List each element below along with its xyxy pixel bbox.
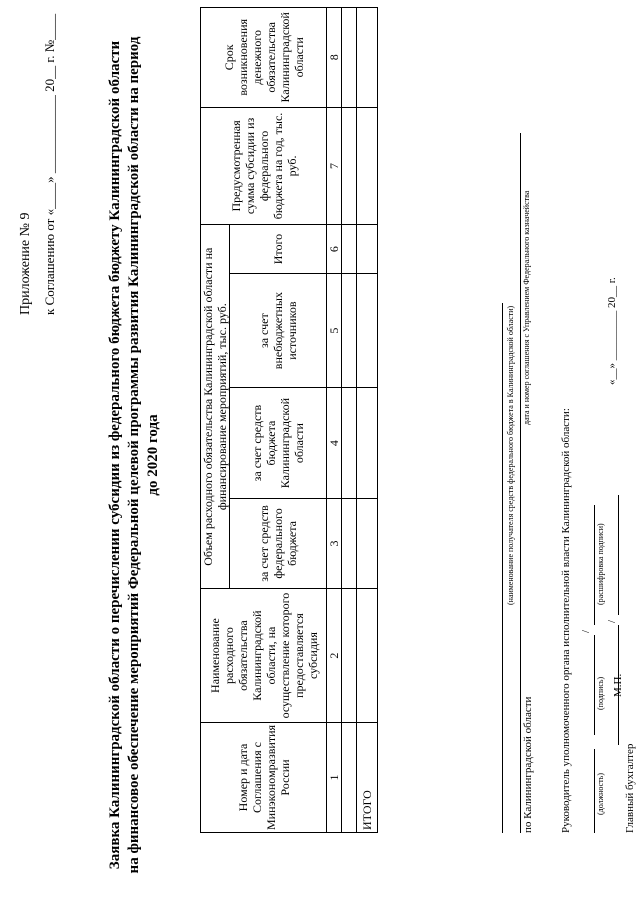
header-total: Итого bbox=[230, 225, 327, 274]
appendix-number: Приложение № 9 bbox=[18, 212, 33, 315]
document-title: Заявка Калининградской области о перечислении субсидии из федерального бюджета бюджету Калининградской области на финансовое обеспечение мероприятий Федеральной целевой программы развития Калининградской области на период до 2020 года bbox=[107, 36, 161, 874]
table-row bbox=[342, 8, 357, 833]
header-obligation-volume: Объем расходного обязательства Калининградской области на финансирование мероприятий, тыс. руб. bbox=[201, 225, 230, 589]
header-extrabudgetary: за счет внебюджетных источников bbox=[230, 273, 327, 388]
header-regional-budget: за счет средств бюджета Калининградской области bbox=[230, 388, 327, 498]
signature-caption: (подпись) bbox=[596, 676, 605, 710]
column-number: 2 bbox=[327, 589, 342, 723]
column-number: 4 bbox=[327, 388, 342, 498]
accountant-date: «__» _________ 20__ г. bbox=[606, 277, 618, 385]
treasury-caption: дата и номер соглашения с Управлением Федерального казначейства bbox=[522, 190, 531, 425]
header-obligation-term: Срок возникновения денежного обязательства Калининградской области bbox=[201, 8, 327, 108]
slash-separator: / bbox=[580, 629, 592, 633]
position-line bbox=[594, 749, 595, 833]
accountant-slash: / bbox=[606, 619, 618, 623]
header-obligation-name: Наименование расходного обязательства Калининградской области, на осуществление которого предоставляется субсидия bbox=[201, 589, 327, 723]
recipient-line bbox=[502, 303, 503, 833]
column-number: 3 bbox=[327, 498, 342, 588]
subsidy-table bbox=[200, 7, 378, 833]
column-number: 8 bbox=[327, 8, 342, 108]
region-label: по Калининградской области bbox=[522, 696, 534, 833]
column-number: 5 bbox=[327, 273, 342, 388]
column-number: 1 bbox=[327, 723, 342, 833]
column-number: 6 bbox=[327, 225, 342, 274]
treasury-line bbox=[520, 133, 521, 833]
stamp-place: М.П. bbox=[612, 673, 624, 697]
decoding-caption: (расшифровка подписи) bbox=[596, 523, 605, 605]
agreement-reference: к Соглашению от «____» ____________ 20__ г. №____ bbox=[42, 13, 57, 315]
position-caption: (должность) bbox=[596, 773, 605, 815]
decoding-line bbox=[594, 505, 595, 625]
recipient-caption: (наименование получателя средств федерального бюджета в Калининградской области) bbox=[506, 305, 515, 605]
column-number: 7 bbox=[327, 107, 342, 225]
signature-line bbox=[594, 635, 595, 735]
accountant-label: Главный бухгалтер bbox=[624, 743, 636, 833]
total-label: ИТОГО bbox=[357, 723, 378, 833]
total-row bbox=[357, 8, 378, 833]
header-planned-subsidy: Предусмотренная сумма субсидии из федерального бюджета на год, тыс. руб. bbox=[201, 107, 327, 225]
head-label: Руководитель уполномоченного органа исполнительной власти Калининградской области: bbox=[560, 408, 572, 833]
header-federal-budget: за счет средств федерального бюджета bbox=[230, 498, 327, 588]
header-agreement-number: Номер и дата Соглашения с Минэкономразвития России bbox=[201, 723, 327, 833]
